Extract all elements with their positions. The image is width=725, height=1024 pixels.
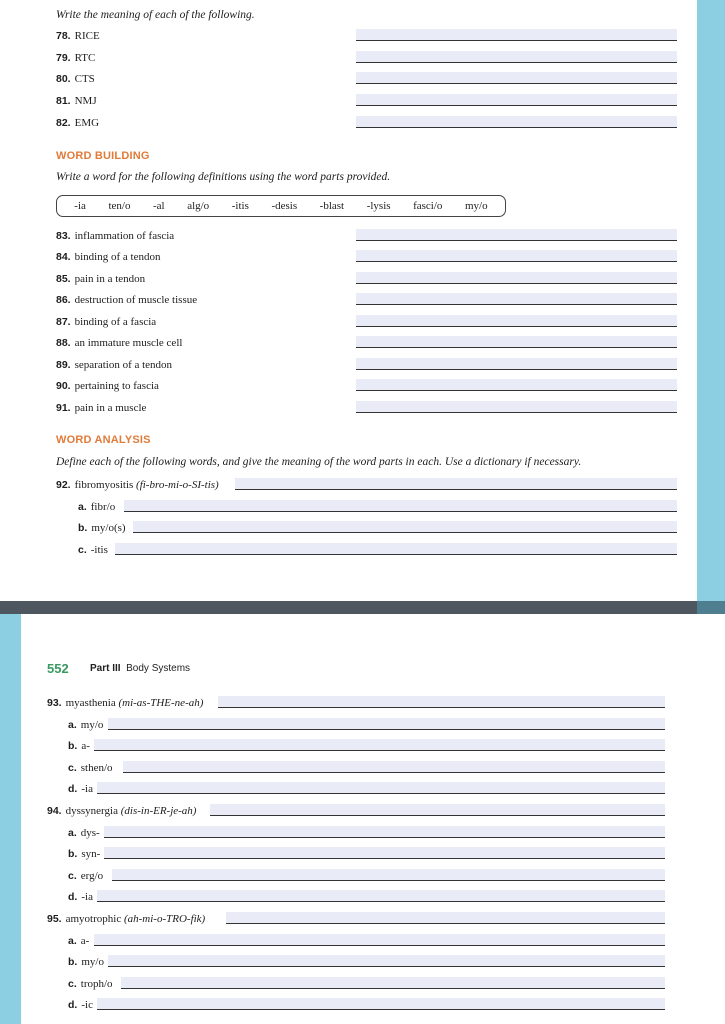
page-divider-accent [697,601,725,614]
word-part: ten/o [108,200,131,212]
question-88: 88. an immature muscle cell [56,337,183,349]
question-78: 78. RICE [56,30,100,42]
question-93c: c. sthen/o [68,762,113,774]
answer-line-87[interactable] [356,315,677,327]
question-93a: a. my/o [68,719,104,731]
answer-line-84[interactable] [356,250,677,262]
question-87: 87. binding of a fascia [56,316,157,328]
question-89: 89. separation of a tendon [56,359,173,371]
question-95c: c. troph/o [68,978,113,990]
answer-line-80[interactable] [356,72,677,84]
question-84: 84. binding of a tendon [56,251,161,263]
answer-line-92c[interactable] [115,543,677,555]
word-part: fasci/o [413,200,443,212]
word-parts-box [56,195,506,217]
answer-line-94a[interactable] [104,826,665,838]
answer-line-92b[interactable] [133,521,677,533]
question-92c: c. -itis [78,544,108,556]
answer-line-93b[interactable] [94,739,665,751]
word-part: alg/o [187,200,210,212]
answer-line-95[interactable] [226,912,665,924]
word-analysis-heading: WORD ANALYSIS [56,434,151,446]
answer-line-81[interactable] [356,94,677,106]
question-92a: a. fibr/o [78,501,116,513]
question-80: 80. CTS [56,73,95,85]
question-85: 85. pain in a tendon [56,273,146,285]
question-94d: d. -ia [68,891,93,903]
answer-line-95a[interactable] [94,934,665,946]
question-91: 91. pain in a muscle [56,402,147,414]
meaning-instruction: Write the meaning of each of the following. [56,9,255,21]
question-94b: b. syn- [68,848,101,860]
answer-line-88[interactable] [356,336,677,348]
word-building-heading: WORD BUILDING [56,150,150,162]
answer-line-83[interactable] [356,229,677,241]
question-94c: c. erg/o [68,870,104,882]
answer-line-93[interactable] [218,696,665,708]
answer-line-95b[interactable] [108,955,665,967]
page-edge-stripe [697,0,725,601]
answer-line-78[interactable] [356,29,677,41]
question-94a: a. dys- [68,827,100,839]
answer-line-85[interactable] [356,272,677,284]
page-edge-stripe-left [0,614,21,1024]
question-93b: b. a- [68,740,90,752]
answer-line-86[interactable] [356,293,677,305]
answer-line-79[interactable] [356,51,677,63]
answer-line-82[interactable] [356,116,677,128]
question-95: 95. amyotrophic (ah-mi-o-TRO-fik) [47,913,206,925]
answer-line-92[interactable] [235,478,677,490]
answer-line-93a[interactable] [108,718,665,730]
part-label: Part III Body Systems [90,663,191,674]
word-building-instruction: Write a word for the following definitions using the word parts provided. [56,171,391,183]
word-analysis-instruction: Define each of the following words, and give the meaning of the word parts in each. Use a dictionary if necessary. [56,456,582,468]
word-part: -al [153,200,165,212]
word-part: -itis [231,200,249,212]
question-86: 86. destruction of muscle tissue [56,294,198,306]
question-92b: b. my/o(s) [78,522,126,534]
page-number: 552 [47,661,69,676]
answer-line-95d[interactable] [97,998,665,1010]
question-83: 83. inflammation of fascia [56,230,175,242]
word-part: my/o [464,200,488,212]
word-part: -lysis [366,200,391,212]
answer-line-93c[interactable] [123,761,665,773]
answer-line-89[interactable] [356,358,677,370]
word-part: -blast [319,200,345,212]
question-92: 92. fibromyositis (fi-bro-mi-o-SI-tis) [56,479,219,491]
question-95a: a. a- [68,935,90,947]
question-93: 93. myasthenia (mi-as-THE-ne-ah) [47,697,204,709]
answer-line-95c[interactable] [121,977,665,989]
answer-line-93d[interactable] [97,782,665,794]
question-81: 81. NMJ [56,95,97,107]
answer-line-94b[interactable] [104,847,665,859]
answer-line-94d[interactable] [97,890,665,902]
question-82: 82. EMG [56,117,100,129]
page-divider [0,601,725,614]
answer-line-94[interactable] [210,804,665,816]
answer-line-90[interactable] [356,379,677,391]
answer-line-91[interactable] [356,401,677,413]
question-95b: b. my/o [68,956,104,968]
question-93d: d. -ia [68,783,93,795]
question-94: 94. dyssynergia (dis-in-ER-je-ah) [47,805,197,817]
word-part: -desis [271,200,298,212]
question-90: 90. pertaining to fascia [56,380,159,392]
question-95d: d. -ic [68,999,93,1011]
question-79: 79. RTC [56,52,96,64]
answer-line-94c[interactable] [112,869,665,881]
word-part: -ia [74,200,86,212]
answer-line-92a[interactable] [124,500,677,512]
